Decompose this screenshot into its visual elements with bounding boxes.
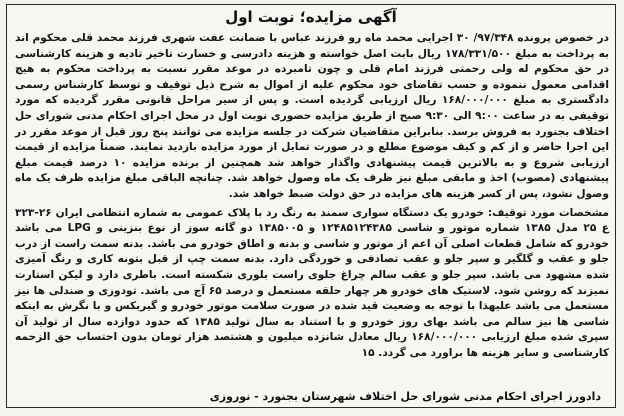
notice-paragraph-auction-terms: در خصوص پرونده ۹۷/۳۴۸/ ۳۰ اجرایی محمد ماه رو فرزند عباس با ضمانت عفت شهری فرزند محمد قلی محکوم اند به پرداخت به مبلغ ۱۷۸/۳۳۱/۵۰۰ ریال بابت اصل خواسته و هزینه دادرسی و خسارت تاخیر تادیه و هزینه کارشناسی در حق محکوم له ولی رحمتی فرزند امام قلی و چون تامبرده در موعد مقرر نسبت به پرداخت محکوم به هیچ اقدامی معمول ننموده و حسب تقاضای خود محکوم علیه از اموال به شرح ذیل توقیف و توسط کارشناس رسمی دادگستری به مبلغ ۱۶۸/۰۰۰/۰۰۰ ریال ارزیابی گردیده است. و پس از سیر مراحل قانونی مقرر گردیده که مورد توقیفی به در ساعت ۹:۰۰ الی ۹:۳۰ صبح از طریق مزایده حضوری نوبت اول در محل اجرای احکام مدنی شورای حل اختلاف بجنورد به فروش برسد. بنابراین متقاضیان شرکت در جلسه مزایده می توانند پنج روز قبل از موعد مقرر در این اجرا حاضر و از کم و کیف موضوع مطلع و در صورت تمایل از مورد مزایده بازدید نمایند. ضمناً مزایده از قیمت ارزیابی شروع و به بالاترین قیمت پیشنهادی واگذار خواهد شد همچنین از برنده مزایده ۱۰ درصد قیمت مبلغ پیشنهادی (مصوب) اخذ و مابقی مبلغ نیز ظرف یک ماه وصول خواهد شد. چنانچه الباقی مبلغ مزایده ظرف یک ماه وصول نشود، پس از کسر هزینه های مزایده در حق دولت ضبط خواهد شد. — [15, 32, 609, 200]
notice-title: آگهی مزایده؛ نوبت اول — [225, 8, 397, 26]
notice-paragraph-vehicle-specs: مشخصات مورد توقیف: خودرو یک دستگاه سواری سمند به رنگ رد با پلاک عمومی به شماره انتظامی ایران ۲۶-۳۲۳ ع ۲۵ مدل ۱۳۸۵ شماره موتور و شاسی ۱۲۴۸۵۱۲۴۳۸۵ و ۱۳۸۵۰۰۵ دو گانه سوز از نوع بنزینی و LPG می باشد خودرو که شامل قطعات اصلی آن اعم از موتور و شاسی و بدنه و اطاق خودرو می باشد. بدنه سمت راست از درب جلو و عقب و گلگیر و سپر جلو و عقب تصادفی و خوردگی دارد. بدنه سمت چپ از قبل بتونه کاری و رنگ آمیزی شده مشهود می باشد. سپر جلو و عقب سالم چراغ جلوی راست بلوری شکسته است. باطری دارد و لیکن استارت نمیزند که روشن شود. لاستیک های خودرو هر چهار حلقه مستعمل و درصد ۶۵ آج می باشد. تودوزی و صندلی ها نیز مستعمل می باشد علیهذا با توجه به وضعیت قید شده در صورت سلامت موتور خودرو و گیربکس و با نگرش به اینکه شاسی ها نیز سالم می باشد بهای روز خودرو و با استناد به سال تولید ۱۳۸۵ که حدود دوازده سال از تولید آن سپری شده مبلغ ارزیابی ۱۶۸/۰۰۰/۰۰۰ ریال معادل شانزده میلیون و هشتصد هزار تومان بدون احتساب حق الزحمه کارشناسی و سایر هزینه ها براورد می گردد. ۱۵ — [15, 206, 609, 359]
notice-frame — [6, 4, 616, 408]
notice-body — [15, 31, 609, 361]
notice-signature: دادورز اجرای احکام مدنی شورای حل اختلاف شهرستان بجنورد - نوروزی — [209, 390, 601, 403]
